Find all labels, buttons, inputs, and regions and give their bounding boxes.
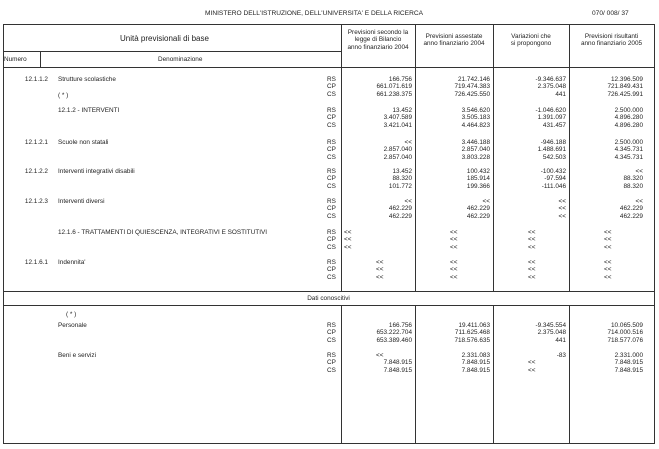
row-label: Beni e servizi	[58, 352, 97, 359]
value-c3: << << <<	[528, 259, 536, 281]
value-c2: 3.446.188 2.857.040 3.803.228	[461, 139, 490, 161]
value-c4: 12.396.509 721.849.431 726.425.991	[607, 76, 643, 98]
value-c1: << 7.848.915 7.848.915	[376, 352, 412, 374]
value-c1: << << <<	[344, 229, 352, 251]
row-label: Scuole non statali	[58, 139, 109, 146]
value-c2: 100.432 185.914 199.366	[466, 168, 490, 190]
page-reference: 070/ 008/ 37	[592, 10, 629, 17]
row-label: 12.1.2 - INTERVENTI	[58, 107, 120, 114]
row-codes: RS CP CS	[327, 229, 336, 251]
value-c2: 19.411.063 711.625.468 718.576.635	[454, 322, 490, 344]
col-header-denominazione: Denominazione	[158, 56, 203, 63]
value-c1: 13.452 3.407.589 3.421.041	[383, 107, 412, 129]
value-c1: << 462.229 462.229	[388, 198, 412, 220]
col-header-numero: Numero	[4, 56, 27, 63]
row-label: Indennita'	[58, 259, 86, 266]
value-c4: << 88.320 88.320	[623, 168, 643, 190]
value-c3: -100.432 -97.594 -111.046	[540, 168, 566, 190]
value-c2: << << <<	[450, 259, 458, 281]
value-c3: -946.188 1.488.691 542.503	[537, 139, 566, 161]
value-c1: 13.452 88.320 101.772	[388, 168, 412, 190]
value-c4: 2.500.000 4.896.280 4.896.280	[614, 107, 643, 129]
value-c3: << << <<	[528, 229, 536, 251]
col-header-previsioni-legge: Previsioni secondo la legge di Bilancio anno finanziario 2004	[347, 29, 409, 51]
value-c3: -9.345.554 2.375.048 441	[535, 322, 566, 344]
value-c1: 166.756 661.071.619 661.238.375	[376, 76, 412, 98]
value-c2: << << <<	[450, 229, 458, 251]
value-c2: 2.331.083 7.848.915 7.848.915	[461, 352, 490, 374]
row-codes: RS CP CS	[327, 322, 336, 344]
value-c3: -9.346.637 2.375.048 441	[535, 76, 566, 98]
value-c4: 2.500.000 4.345.731 4.345.731	[614, 139, 643, 161]
col-header-previsioni-assestate: Previsioni assestate anno finanziario 2004	[423, 33, 485, 48]
value-c3: << << <<	[558, 198, 566, 220]
value-c4: 2.331.000 7.848.915 7.848.915	[614, 352, 643, 374]
row-codes: RS CP CS	[327, 352, 336, 374]
value-c1: << << <<	[376, 259, 384, 281]
row-number: 12.1.1.2	[24, 76, 48, 83]
row-codes: RS CP CS	[327, 259, 336, 281]
value-c4: 10.065.509 714.000.516 718.577.076	[607, 322, 643, 344]
row-codes: RS CP CS	[327, 139, 336, 161]
row-number: 12.1.2.2	[24, 168, 48, 175]
value-c4: << 462.229 462.229	[619, 198, 643, 220]
row-label: 12.1.6 - TRATTAMENTI DI QUIESCENZA, INTEGRATIVI E SOSTITUTIVI	[58, 229, 268, 236]
row-number: 12.1.2.1	[24, 139, 48, 146]
row-label: Interventi diversi	[58, 198, 105, 205]
value-c1: << 2.857.040 2.857.040	[383, 139, 412, 161]
row-codes: RS CP CS	[327, 168, 336, 190]
col-header-previsioni-risultanti: Previsioni risultanti anno finanziario 2005	[580, 33, 643, 48]
row-codes: RS CP CS	[327, 198, 336, 220]
row-number: 12.1.6.1	[24, 259, 48, 266]
value-c3: -83 << <<	[528, 352, 566, 374]
value-c2: << 462.229 462.229	[466, 198, 490, 220]
row-label-note: ( * )	[58, 92, 69, 99]
row-codes: RS CP CS	[327, 107, 336, 129]
row-codes: RS CP CS	[327, 76, 336, 98]
row-number: 12.1.2.3	[24, 198, 48, 205]
ministry-header: MINISTERO DELL'ISTRUZIONE, DELL'UNIVERSITA' E DELLA RICERCA	[205, 10, 423, 17]
col-header-variazioni: Variazioni che si propongono	[510, 33, 552, 48]
value-c2: 21.742.146 719.474.383 726.425.550	[454, 76, 490, 98]
value-c2: 3.546.620 3.505.183 4.464.823	[461, 107, 490, 129]
section-note: ( * )	[66, 311, 77, 318]
row-label: Interventi integrativi disabili	[58, 168, 135, 175]
value-c4: << << <<	[604, 229, 612, 251]
section-title-dati-conoscitivi: Dati conoscitivi	[307, 295, 350, 302]
row-label: Strutture scolastiche	[58, 76, 116, 83]
value-c1: 166.756 653.222.704 653.389.460	[376, 322, 412, 344]
value-c4: << << <<	[604, 259, 612, 281]
value-c3: -1.046.620 1.391.097 431.457	[535, 107, 566, 129]
row-label: Personale	[58, 322, 87, 329]
col-header-unita: Unità previsionali di base	[120, 34, 209, 43]
